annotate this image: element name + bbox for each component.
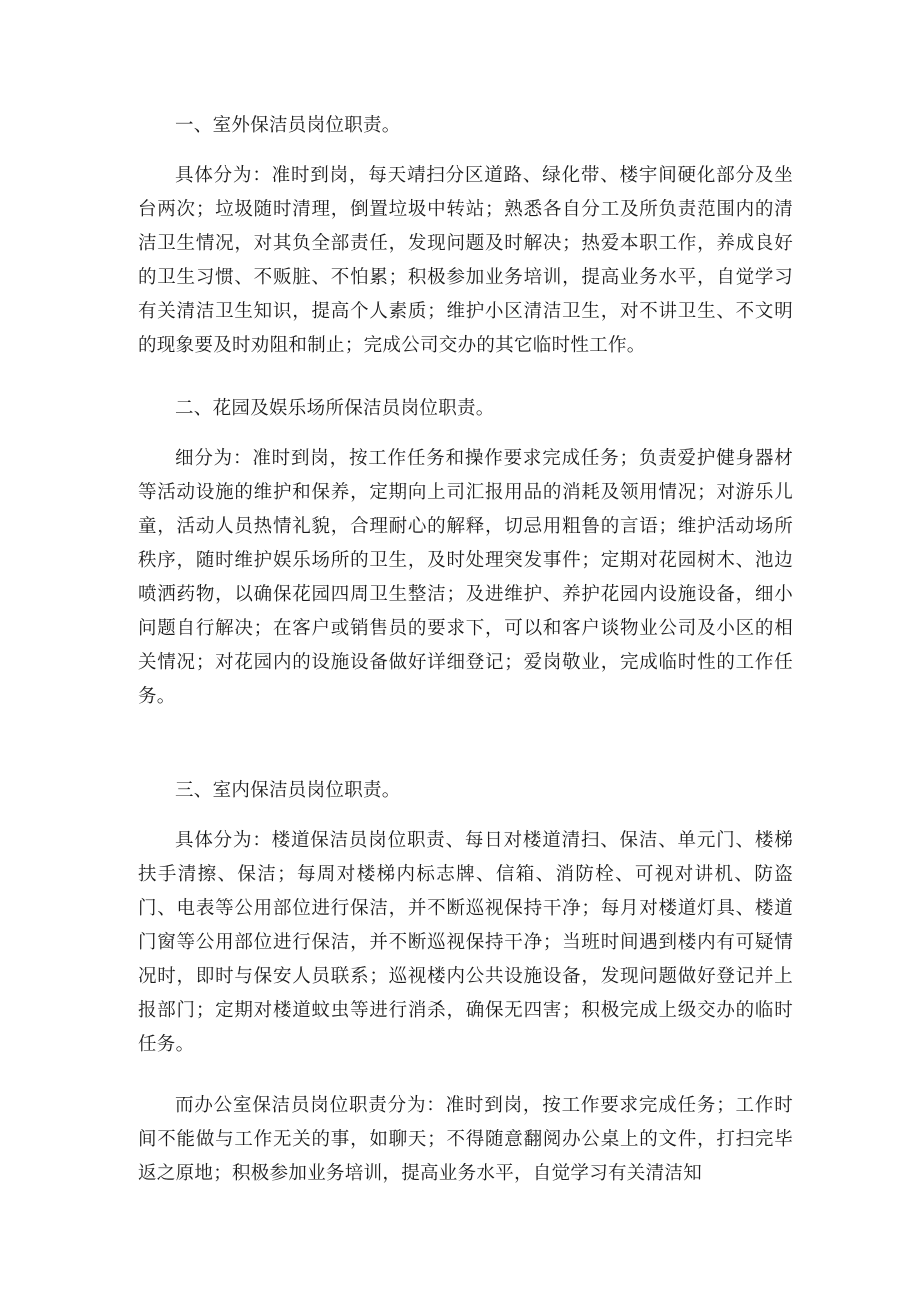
section-heading-indoor: 三、室内保洁员岗位职责。 xyxy=(175,780,401,801)
section-heading-outdoor: 一、室外保洁员岗位职责。 xyxy=(175,115,401,136)
paragraph-indoor-duties: 具体分为：楼道保洁员岗位职责、每日对楼道清扫、保洁、单元门、楼梯扶手清擦、保洁；每周对楼梯内标志牌、信箱、消防栓、可视对讲机、防盗门、电表等公用部位进行保洁，并不断巡视保持干净；每月对楼道灯具、楼道门窗等公用部位进行保洁，并不断巡视保持干净；当班时间遇到楼内有可疑情况时，即时与保安人员联系；巡视楼内公共设施设备，发现问题做好登记并上报部门；定期对楼道蚊虫等进行消杀，确保无四害；积极完成上级交办的临时任务。 xyxy=(138,830,793,1055)
paragraph-garden-duties: 细分为：准时到岗，按工作任务和操作要求完成任务；负责爱护健身器材等活动设施的维护和保养，定期向上司汇报用品的消耗及领用情况；对游乐儿童，活动人员热情礼貌，合理耐心的解释，切忌用粗鲁的言语；维护活动场所秩序，随时维护娱乐场所的卫生，及时处理突发事件；定期对花园树木、池边喷洒药物，以确保花园四周卫生整洁；及进维护、养护花园内设施设备，细小问题自行解决；在客户或销售员的要求下，可以和客户谈物业公司及小区的相关情况；对花园内的设施设备做好详细登记；爱岗敬业，完成临时性的工作任务。 xyxy=(138,448,793,707)
paragraph-office-duties: 而办公室保洁员岗位职责分为：准时到岗，按工作要求完成任务；工作时间不能做与工作无关的事，如聊天；不得随意翻阅办公桌上的文件，打扫完毕返之原地；积极参加业务培训，提高业务水平，自觉学习有关清洁知 xyxy=(138,1095,793,1184)
paragraph-outdoor-duties: 具体分为：准时到岗，每天靖扫分区道路、绿化带、楼宇间硬化部分及坐台两次；垃圾随时清理，倒置垃圾中转站；熟悉各自分工及所负责范围内的清洁卫生情况，对其负全部责任，发现问题及时解决；热爱本职工作，养成良好的卫生习惯、不贩脏、不怕累；积极参加业务培训，提高业务水平，自觉学习有关清洁卫生知识，提高个人素质；维护小区清洁卫生，对不讲卫生、不文明的现象要及时劝阻和制止；完成公司交办的其它临时性工作。 xyxy=(138,165,793,356)
section-heading-garden: 二、花园及娱乐场所保洁员岗位职责。 xyxy=(175,398,495,419)
